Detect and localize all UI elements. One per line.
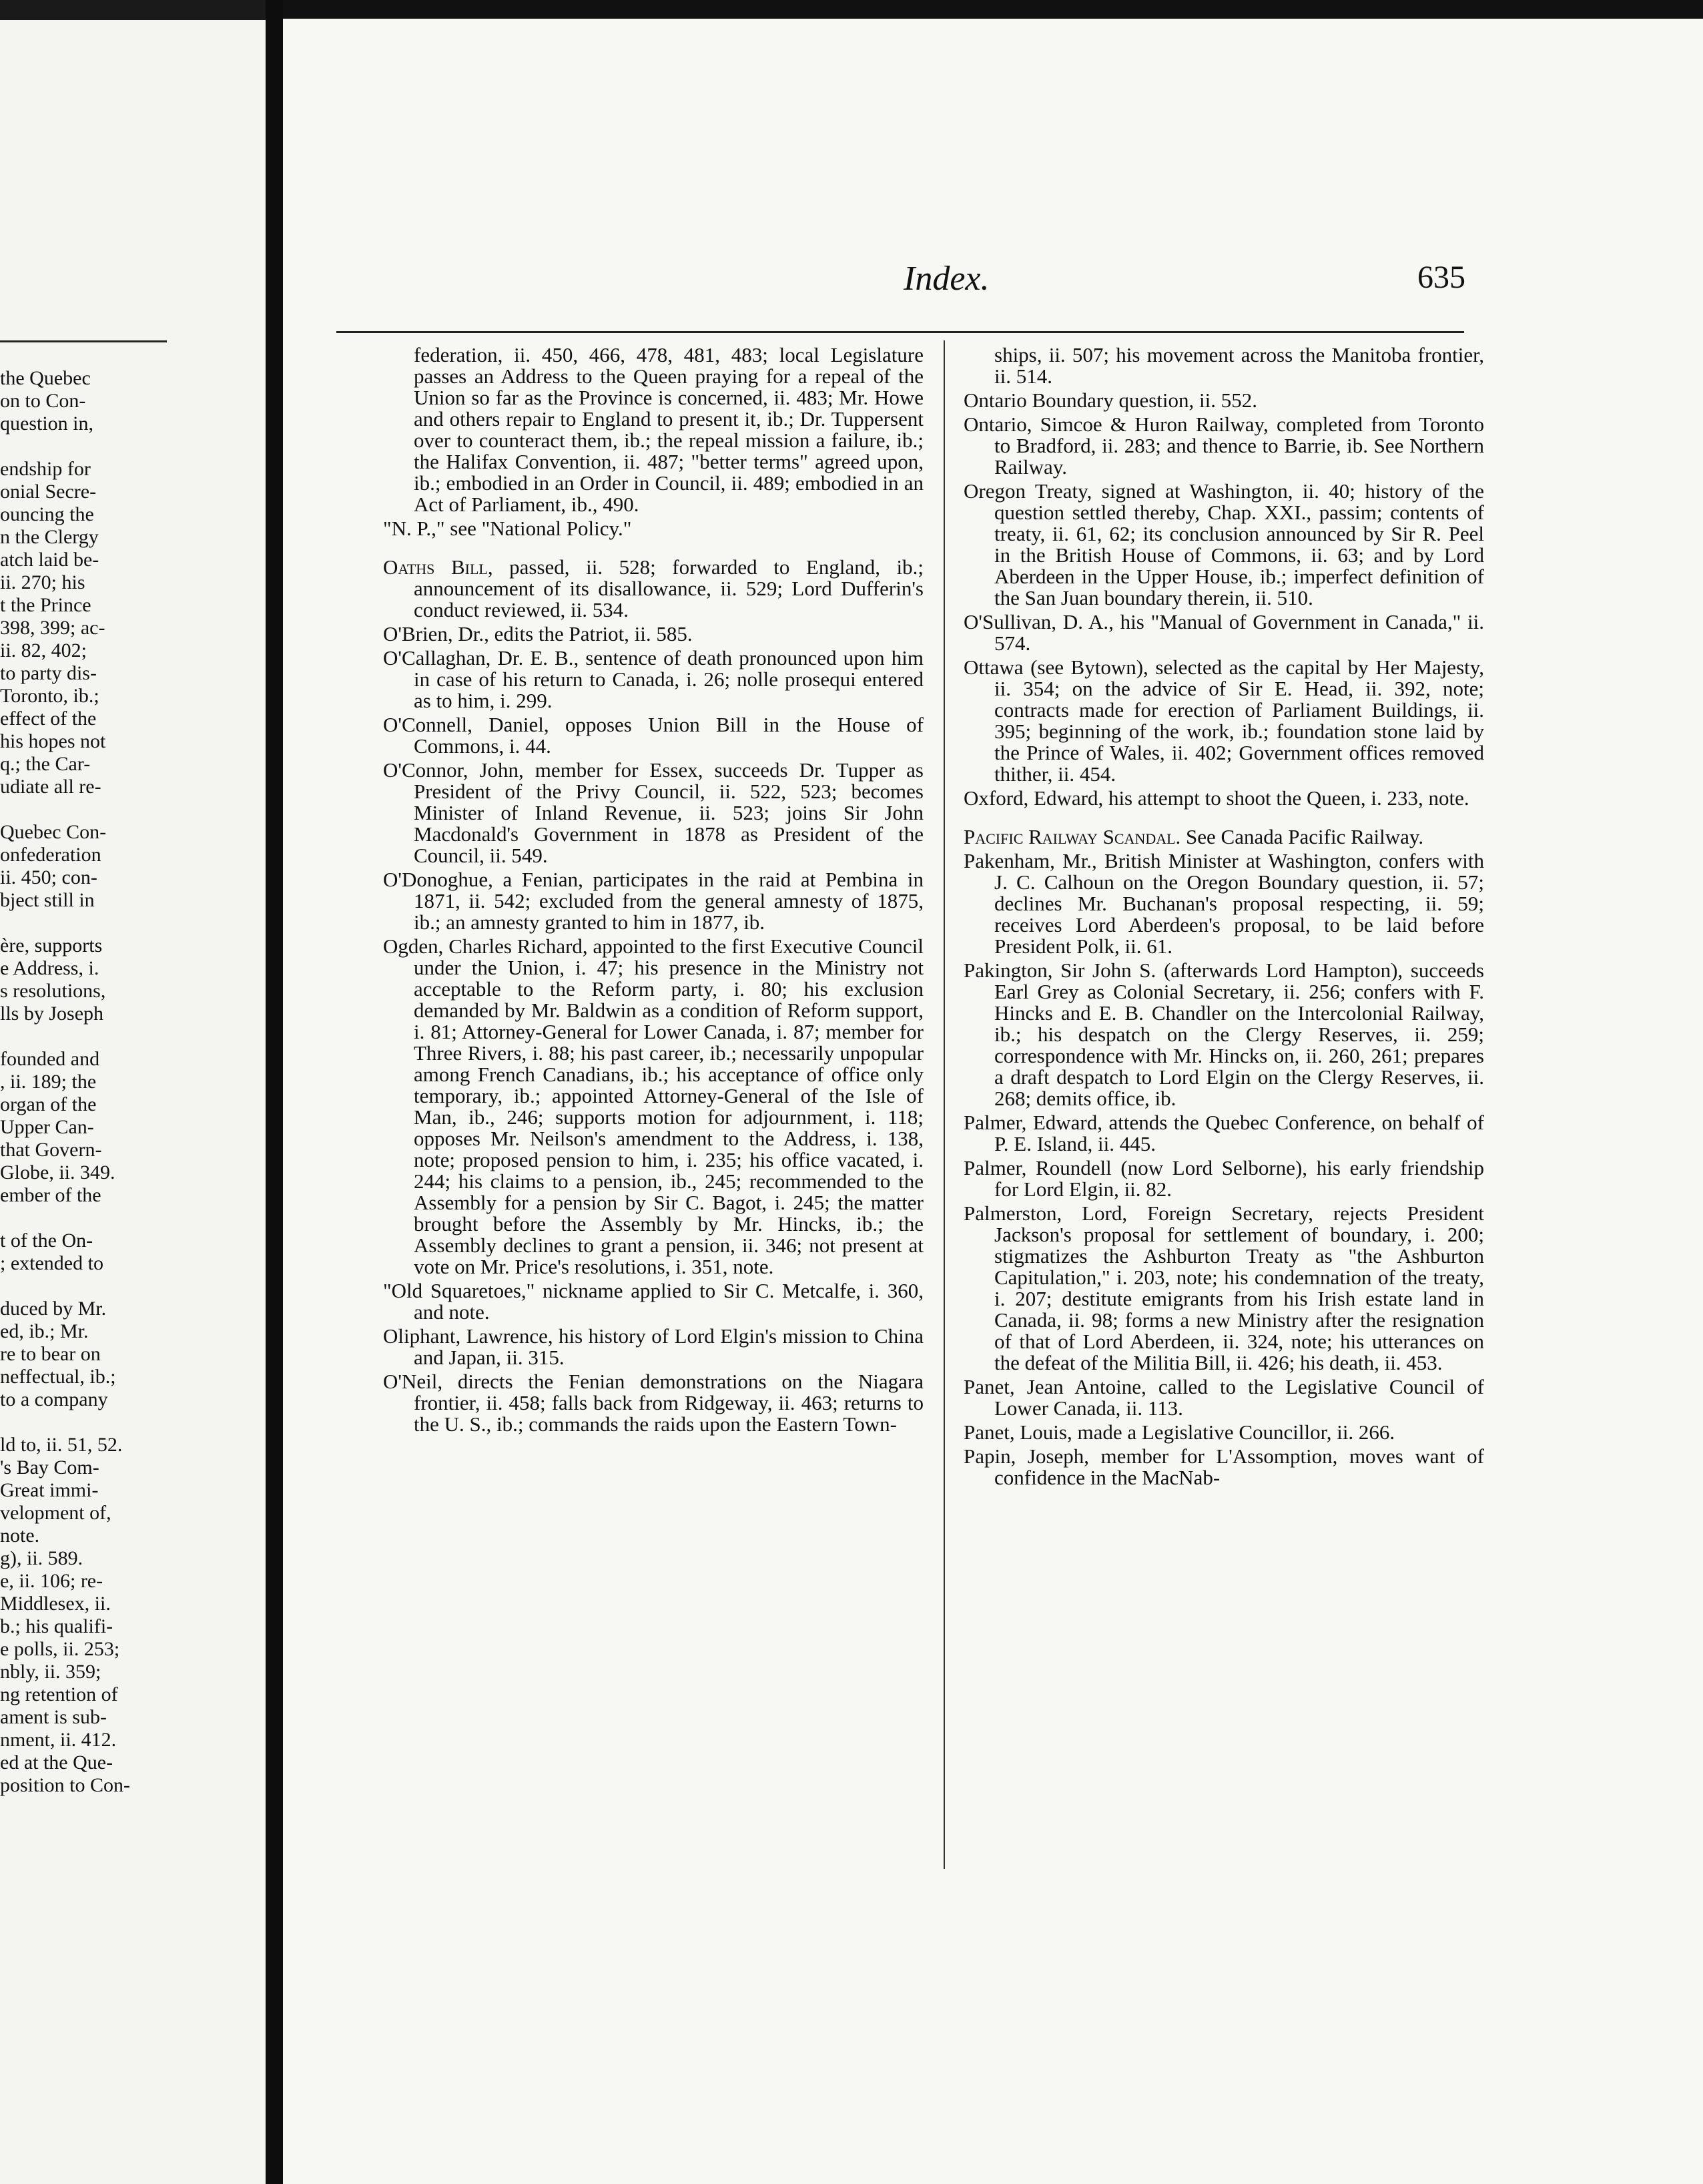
previous-page-line: n the Clergy <box>0 526 99 548</box>
previous-page-line: ld to, ii. 51, 52. <box>0 1434 123 1456</box>
index-heading-smallcaps: Pacific Railway Scandal <box>964 825 1176 848</box>
previous-page-line: g), ii. 589. <box>0 1547 83 1569</box>
previous-page-line: on to Con- <box>0 390 86 412</box>
index-entry-text: Palmer, Edward, attends the Quebec Conference, on behalf of P. E. Island, ii. 445. <box>964 1111 1484 1155</box>
index-entry <box>383 936 924 1278</box>
index-entry <box>964 850 1484 957</box>
previous-page-line: duced by Mr. <box>0 1298 107 1320</box>
previous-page-line: nbly, ii. 359; <box>0 1661 101 1683</box>
previous-page-line: to a company <box>0 1388 108 1410</box>
index-entry-text: "N. P.," see "National Policy." <box>383 517 632 540</box>
index-entry <box>383 647 924 712</box>
index-entry <box>964 611 1484 654</box>
previous-page-rule <box>0 340 167 342</box>
index-entry <box>383 518 924 539</box>
previous-page-line <box>0 912 194 934</box>
previous-page-line: that Govern- <box>0 1139 102 1161</box>
index-entry <box>964 826 1484 848</box>
left-column <box>383 344 924 1438</box>
previous-page-line: ng retention of <box>0 1683 118 1705</box>
previous-page-line: neffectual, ib.; <box>0 1366 116 1388</box>
previous-page-line: onial Secre- <box>0 481 97 503</box>
index-entry <box>383 344 924 515</box>
previous-page-line: Middlesex, ii. <box>0 1593 111 1615</box>
index-entry-text: Ontario, Simcoe & Huron Railway, completed from Toronto to Bradford, ii. 283; and thence to Barrie, ib. See Northern Railway. <box>964 413 1484 479</box>
index-entry-text: Papin, Joseph, member for L'Assomption, moves want of confidence in the MacNab- <box>964 1444 1484 1489</box>
previous-page-line: atch laid be- <box>0 549 99 571</box>
index-entry <box>383 623 924 645</box>
previous-page-line: , ii. 189; the <box>0 1071 97 1093</box>
previous-page-line: his hopes not <box>0 730 106 752</box>
previous-page-line: lls by Joseph <box>0 1003 104 1025</box>
previous-page-line: bject still in <box>0 889 95 911</box>
index-entry-text: O'Connell, Daniel, opposes Union Bill in the House of Commons, i. 44. <box>383 713 924 758</box>
previous-page-line: endship for <box>0 458 91 480</box>
index-entry-text: Pakington, Sir John S. (afterwards Lord Hampton), succeeds Earl Grey as Colonial Secretary, ii. 256; confers with F. Hincks and E. B. Chandler on the Intercolonial Railway, ib.; his despatch on the Clergy Reserves, ii. 259; correspondence with Mr. Hincks on, ii. 260, 261; prepares a draft despatch to Lord Elgin on the Clergy Reserves, ii. 268; demits office, ib. <box>964 959 1484 1110</box>
scan-edge <box>283 0 1703 19</box>
previous-page-line: udiate all re- <box>0 776 101 798</box>
previous-page-line: ember of the <box>0 1184 101 1206</box>
previous-page-line: position to Con- <box>0 1774 131 1796</box>
index-entry-text: O'Donoghue, a Fenian, participates in the raid at Pembina in 1871, ii. 542; excluded from the general amnesty of 1875, ib.; an amnesty granted to him in 1877, ib. <box>383 868 924 934</box>
previous-page-line: effect of the <box>0 708 97 730</box>
index-entry <box>964 1446 1484 1488</box>
index-entry <box>964 1376 1484 1419</box>
previous-page-line: Upper Can- <box>0 1116 94 1138</box>
previous-page-line: note. <box>0 1525 40 1547</box>
previous-page-line: velopment of, <box>0 1502 111 1524</box>
right-column <box>964 344 1484 1491</box>
previous-page-line <box>0 798 194 821</box>
previous-page-line: ii. 82, 402; <box>0 639 87 661</box>
index-entry <box>964 1203 1484 1374</box>
previous-page-line: 398, 399; ac- <box>0 617 105 639</box>
index-entry <box>964 1157 1484 1200</box>
previous-page-fragment <box>0 20 266 2184</box>
previous-page-text <box>0 367 194 1797</box>
index-entry-text: Panet, Jean Antoine, called to the Legislative Council of Lower Canada, ii. 113. <box>964 1375 1484 1420</box>
previous-page-line: ed at the Que- <box>0 1751 113 1773</box>
previous-page-line: e Address, i. <box>0 957 99 979</box>
previous-page-line: s resolutions, <box>0 980 106 1002</box>
previous-page-line: Great immi- <box>0 1479 99 1501</box>
index-entry <box>964 390 1484 411</box>
index-entry <box>964 344 1484 387</box>
previous-page-line: re to bear on <box>0 1343 101 1365</box>
index-entry <box>383 760 924 866</box>
index-entry-text: . See Canada Pacific Railway. <box>1175 825 1424 848</box>
previous-page-line <box>0 1275 194 1298</box>
previous-page-line: b.; his qualifi- <box>0 1615 113 1637</box>
header-rule <box>336 331 1464 333</box>
column-rule <box>944 340 945 1869</box>
index-entry-text: Ottawa (see Bytown), selected as the capital by Her Majesty, ii. 354; on the advice of Sir E. Head, ii. 392, note; contracts made for erection of Parliament Buildings, ii. 395; beginning of the work, ib.; foundation stone laid by the Prince of Wales, ii. 402; Government offices removed thither, ii. 454. <box>964 655 1484 786</box>
previous-page-line <box>0 435 194 458</box>
index-entry-text: O'Brien, Dr., edits the Patriot, ii. 585. <box>383 622 693 645</box>
index-entry <box>964 788 1484 809</box>
index-entry-text: Oliphant, Lawrence, his history of Lord Elgin's mission to China and Japan, ii. 315. <box>383 1324 924 1369</box>
index-entry <box>964 481 1484 609</box>
index-entry-text: Palmer, Roundell (now Lord Selborne), his early friendship for Lord Elgin, ii. 82. <box>964 1156 1484 1201</box>
previous-page-line: organ of the <box>0 1093 97 1115</box>
index-entry-text: "Old Squaretoes," nickname applied to Sir C. Metcalfe, i. 360, and note. <box>383 1279 924 1324</box>
index-heading-smallcaps: Oaths Bill <box>383 555 488 579</box>
previous-page-line: ed, ib.; Mr. <box>0 1320 89 1342</box>
index-page <box>283 0 1703 2184</box>
previous-page-line: Quebec Con- <box>0 821 107 843</box>
index-entry-text: Pakenham, Mr., British Minister at Washington, confers with J. C. Calhoun on the Oregon Boundary question, ii. 57; declines Mr. Buchanan's proposal respecting, ii. 59; receives Lord Aberdeen's proposal, to be laid before President Polk, ii. 61. <box>964 849 1484 958</box>
index-entry-text: O'Sullivan, D. A., his "Manual of Government in Canada," ii. 574. <box>964 610 1484 655</box>
previous-page-line: ère, supports <box>0 934 103 957</box>
index-entry-text: ships, ii. 507; his movement across the Manitoba frontier, ii. 514. <box>994 343 1484 388</box>
index-entry-text: federation, ii. 450, 466, 478, 481, 483; local Legislature passes an Address to the Queen praying for a repeal of the Union so far as the Province is concerned, ii. 483; Mr. Howe and others repair to England to present it, ib.; Dr. Tuppersent over to counteract them, ib.; the repeal mission a failure, ib.; the Halifax Convention, ii. 487; "better terms" agreed upon, ib.; embodied in an Order in Council, ii. 489; embodied in an Act of Parliament, ib., 490. <box>414 343 924 516</box>
previous-page-line: ii. 450; con- <box>0 866 97 888</box>
previous-page-line: founded and <box>0 1048 100 1070</box>
index-entry-text: O'Callaghan, Dr. E. B., sentence of death pronounced upon him in case of his return to Canada, i. 26; nolle prosequi entered as to him, i. 299. <box>383 646 924 712</box>
previous-page-line: Globe, ii. 349. <box>0 1161 115 1183</box>
previous-page-line: Toronto, ib.; <box>0 685 99 707</box>
index-entry-text: Palmerston, Lord, Foreign Secretary, rejects President Jackson's proposal for settlement of boundary, i. 200; stigmatizes the Ashburton Treaty as "the Ashburton Capitulation," i. 203, note; his condemnation of the treaty, i. 207; destitute emigrants from his Irish estate land in Canada, ii. 98; forms a new Ministry after the resignation of that of Lord Aberdeen, ii. 324, note; his utterances on the defeat of the Militia Bill, ii. 426; his death, ii. 453. <box>964 1201 1484 1374</box>
previous-page-line <box>0 1025 194 1048</box>
index-entry <box>964 1422 1484 1443</box>
book-gutter <box>266 0 283 2184</box>
index-entry <box>383 1326 924 1368</box>
previous-page-line <box>0 1411 194 1434</box>
previous-page-line: q.; the Car- <box>0 753 91 775</box>
previous-page-line <box>0 1207 194 1230</box>
index-entry <box>383 557 924 621</box>
index-entry <box>964 414 1484 478</box>
previous-page-line: 's Bay Com- <box>0 1456 99 1478</box>
page-number: 635 <box>1417 260 1465 295</box>
previous-page-line: ii. 270; his <box>0 571 85 593</box>
index-entry <box>964 1112 1484 1155</box>
index-entry-text: O'Neil, directs the Fenian demonstrations on the Niagara frontier, ii. 458; falls back from Ridgeway, ii. 463; returns to the U. S., ib.; commands the raids upon the Eastern Town- <box>383 1370 924 1436</box>
previous-page-line: nment, ii. 412. <box>0 1729 117 1751</box>
index-entry-text: O'Connor, John, member for Essex, succeeds Dr. Tupper as President of the Privy Council, ii. 522, 523; becomes Minister of Inland Revenue, ii. 523; joins Sir John Macdonald's Government in 1878 as President of the Council, ii. 549. <box>383 758 924 867</box>
previous-page-line: question in, <box>0 413 93 435</box>
previous-page-line: the Quebec <box>0 367 91 389</box>
running-head: Index. <box>904 260 990 298</box>
previous-page-line: ouncing the <box>0 503 94 525</box>
index-entry <box>383 1280 924 1323</box>
previous-page-line: to party dis- <box>0 662 97 684</box>
index-entry <box>964 657 1484 785</box>
index-entry-text: Ogden, Charles Richard, appointed to the first Executive Council under the Union, i. 47; his presence in the Ministry not acceptable to the Reform party, i. 80; his exclusion demanded by Mr. Baldwin as a condition of Reform support, i. 81; Attorney-General for Lower Canada, i. 87; member for Three Rivers, i. 88; his past career, ib.; necessarily unpopular among French Canadians, ib.; his acceptance of office only temporary, ib.; appointed Attorney-General of the Isle of Man, ib., 246; supports motion for adjournment, i. 118; opposes Mr. Neilson's amendment to the Address, i. 138, note; proposed pension to him, i. 235; his office vacated, i. 244; his claims to a pension, ib., 245; recommended to the Assembly for a pension by Sir C. Bagot, i. 245; the matter brought before the Assembly by Mr. Hincks, ib.; the Assembly declines to grant a pension, ii. 346; not present at vote on Mr. Price's resolutions, i. 351, note. <box>383 934 924 1278</box>
index-entry <box>964 960 1484 1109</box>
previous-page-line: ament is sub- <box>0 1706 107 1728</box>
previous-page-line: e, ii. 106; re- <box>0 1570 103 1592</box>
previous-page-line: ; extended to <box>0 1252 103 1274</box>
index-entry-text: , passed, ii. 528; forwarded to England, ib.; announcement of its disallowance, ii. 529; Lord Dufferin's conduct reviewed, ii. 534. <box>414 555 924 621</box>
index-entry-text: Oxford, Edward, his attempt to shoot the Queen, i. 233, note. <box>964 786 1469 810</box>
previous-page-line: e polls, ii. 253; <box>0 1638 120 1660</box>
previous-page-line: onfederation <box>0 844 101 866</box>
index-entry <box>383 1371 924 1435</box>
index-entry-text: Oregon Treaty, signed at Washington, ii. 40; history of the question settled thereby, Chap. XXI., passim; contents of treaty, ii. 61, 62; its conclusion announced by Sir R. Peel in the British House of Commons, ii. 63; and by Lord Aberdeen in the Upper House, ib.; imperfect definition of the San Juan boundary therein, ii. 510. <box>964 479 1484 609</box>
index-entry <box>383 869 924 933</box>
previous-page-line: t the Prince <box>0 594 91 616</box>
previous-page-line: t of the On- <box>0 1230 93 1252</box>
index-entry-text: Ontario Boundary question, ii. 552. <box>964 388 1257 412</box>
index-entry <box>383 714 924 757</box>
index-entry-text: Panet, Louis, made a Legislative Councillor, ii. 266. <box>964 1420 1395 1444</box>
